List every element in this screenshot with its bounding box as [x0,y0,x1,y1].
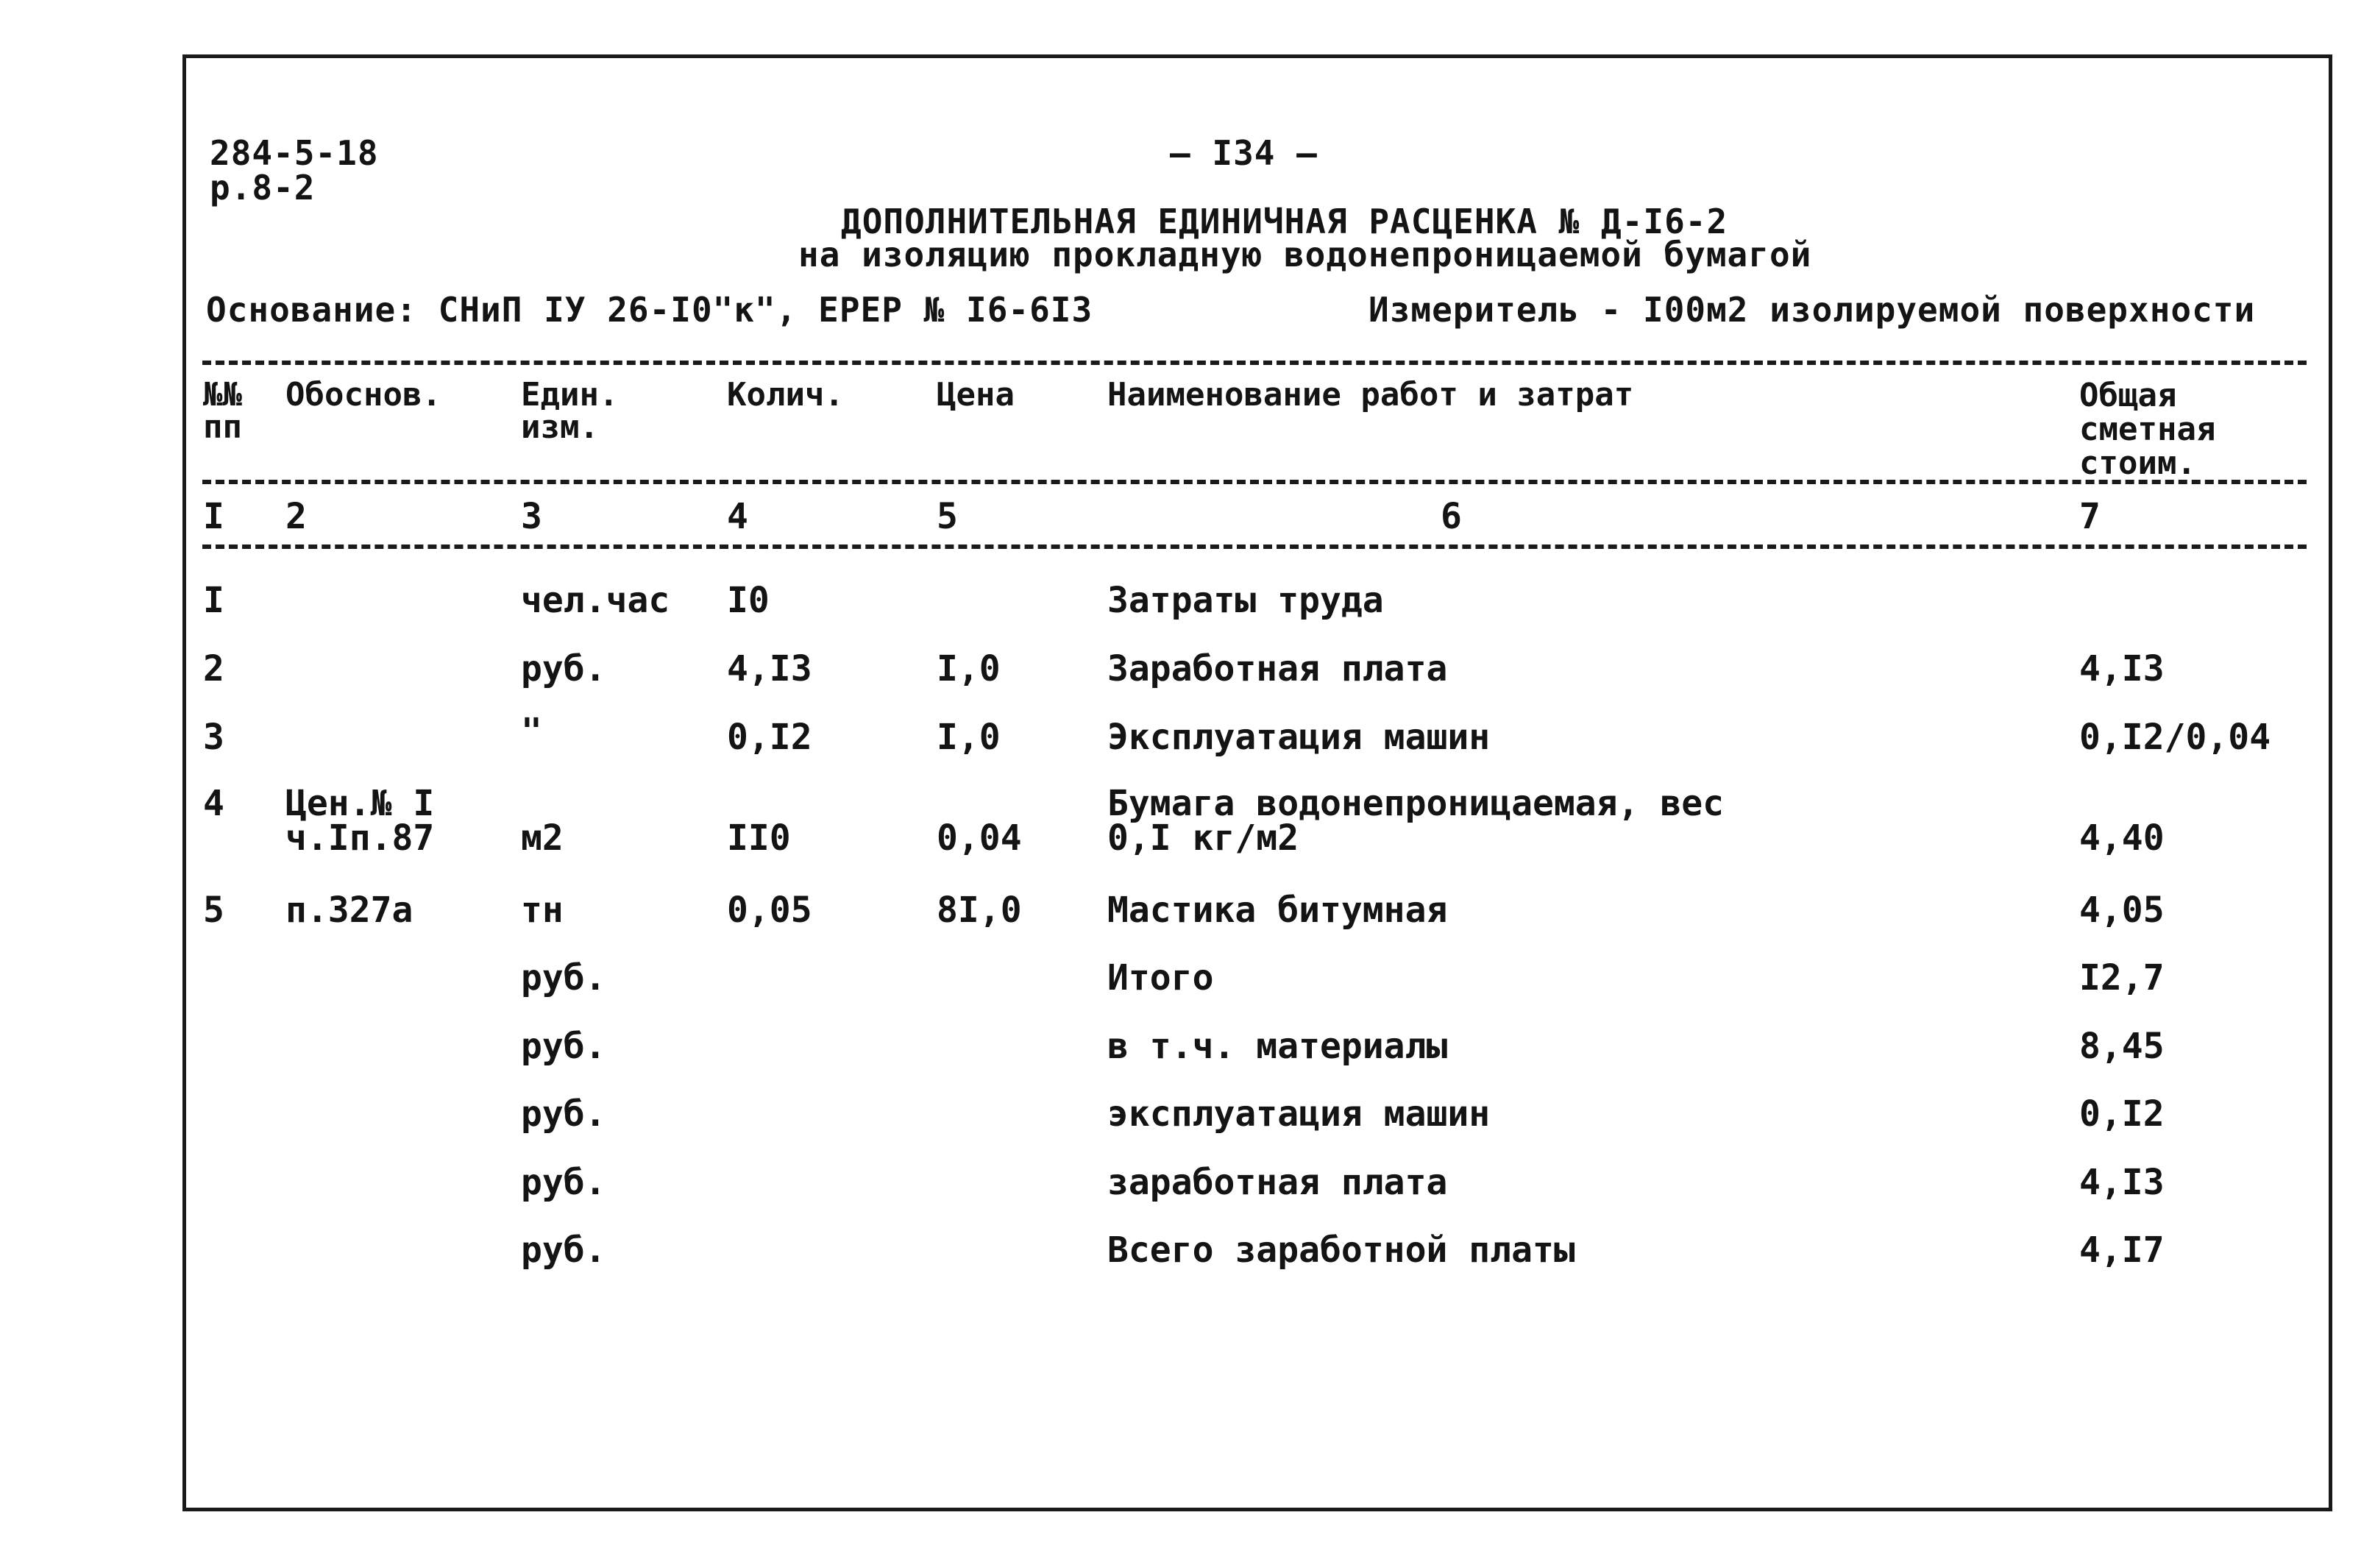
col-header-qty: Колич. [727,376,844,414]
divider-numbers [202,544,2307,549]
col-number-7: 7 [2079,496,2101,537]
row-no: I [203,580,224,621]
row-unit: " [521,711,542,752]
row-no: 5 [203,890,224,931]
summary-unit: руб. [521,1093,606,1135]
row-name: Бумага водонепроницаемая, вес [1107,783,1725,824]
col-number-1: I [203,496,224,537]
summary-total: 4,I7 [2079,1230,2165,1271]
row-price: 8I,0 [937,890,1022,931]
col-number-2: 2 [285,496,307,537]
row-name: Эксплуатация машин [1107,717,1491,758]
row-unit: руб. [521,648,606,689]
title-line-2: на изоляцию прокладную водонепроницаемой бумагой [798,235,1812,274]
row-price: I,0 [937,717,1001,758]
row-qty: II0 [727,817,791,859]
row-unit: чел.час [521,580,670,621]
basis-text: Основание: СНиП IУ 26-I0"к", ЕРЕР № I6-6I3 [206,290,1093,330]
summary-name: в т.ч. материалы [1107,1026,1448,1067]
summary-unit: руб. [521,1162,606,1203]
col-number-6: 6 [1441,496,1462,537]
page-number: — I34 — [1170,133,1318,173]
title-line-1: ДОПОЛНИТЕЛЬНАЯ ЕДИНИЧНАЯ РАСЦЕНКА № Д-I6-2 [841,202,1728,241]
row-name-line2: 0,I кг/м2 [1107,817,1299,859]
row-qty: I0 [727,580,770,621]
divider-top [202,361,2307,365]
col-header-price: Цена [937,376,1015,414]
row-unit: м2 [521,817,564,859]
row-unit: тн [521,890,564,931]
row-no: 4 [203,783,224,824]
summary-name: эксплуатация машин [1107,1093,1491,1135]
row-no: 3 [203,717,224,758]
row-qty: 4,I3 [727,648,812,689]
doc-code: 284-5-18 [210,133,379,173]
col-number-5: 5 [937,496,958,537]
col-header-total: Общая сметная стоим. [2079,377,2216,483]
summary-total: 8,45 [2079,1026,2165,1067]
summary-unit: руб. [521,957,606,998]
row-qty: 0,05 [727,890,812,931]
row-price: 0,04 [937,817,1022,859]
row-total: 4,05 [2079,890,2165,931]
col-header-name: Наименование работ и затрат [1107,376,1634,414]
summary-total: I2,7 [2079,957,2165,998]
row-price: I,0 [937,648,1001,689]
row-no: 2 [203,648,224,689]
row-name: Заработная плата [1107,648,1448,689]
summary-name: Всего заработной платы [1107,1230,1575,1271]
summary-name: Итого [1107,957,1214,998]
meter-text: Измеритель - I00м2 изолируемой поверхности [1368,290,2256,330]
col-header-no: №№ пп [203,376,242,446]
row-qty: 0,I2 [727,717,812,758]
row-basis: п.327а [285,890,413,931]
summary-unit: руб. [521,1230,606,1271]
row-name: Мастика битумная [1107,890,1448,931]
row-basis-line2: ч.Iп.87 [285,817,435,859]
section-code: р.8-2 [210,168,316,207]
summary-unit: руб. [521,1026,606,1067]
row-total: 0,I2/0,04 [2079,717,2271,758]
divider-header [202,480,2307,484]
col-number-4: 4 [727,496,748,537]
col-header-unit: Един. изм. [521,376,619,446]
row-basis: Цен.№ I [285,783,435,824]
row-name: Затраты труда [1107,580,1384,621]
row-total: 4,I3 [2079,648,2165,689]
summary-name: заработная плата [1107,1162,1448,1203]
col-header-basis: Обоснов. [285,376,441,414]
row-total: 4,40 [2079,817,2165,859]
summary-total: 4,I3 [2079,1162,2165,1203]
summary-total: 0,I2 [2079,1093,2165,1135]
col-number-3: 3 [521,496,542,537]
